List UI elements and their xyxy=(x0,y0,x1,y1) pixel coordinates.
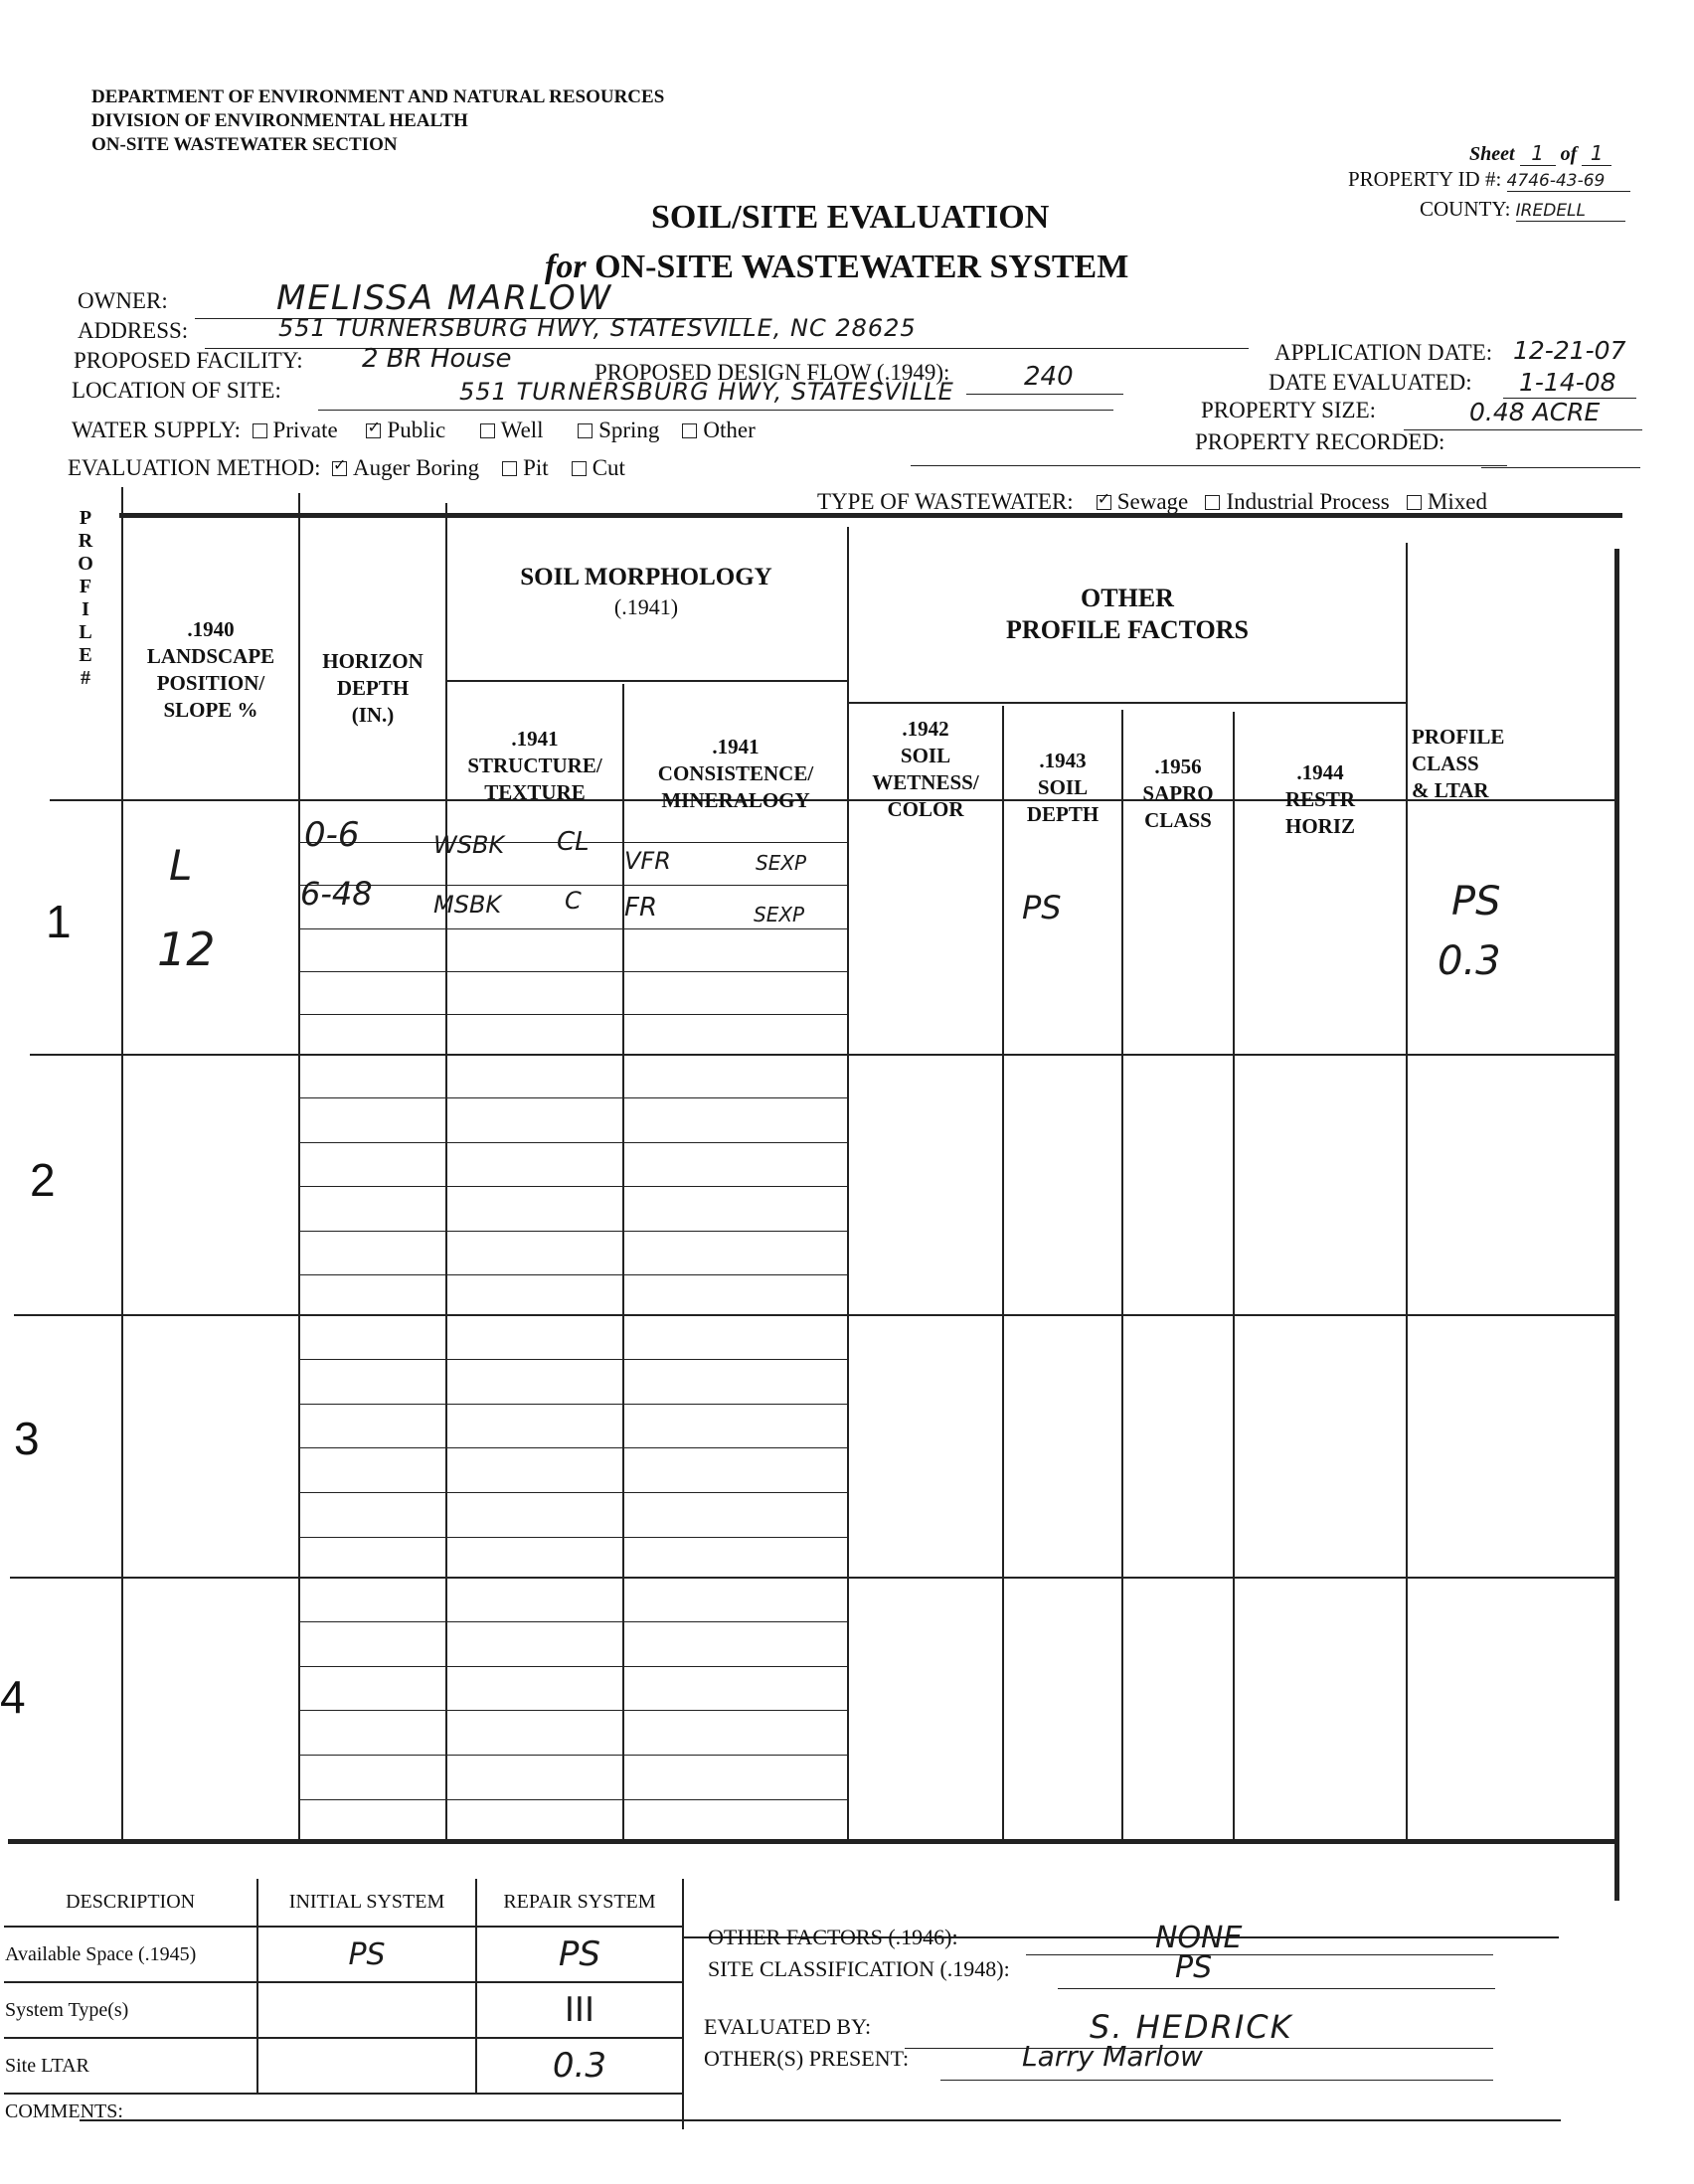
col-divider-horizon xyxy=(445,503,447,1839)
property-size-value: 0.48 ACRE xyxy=(1469,398,1601,426)
evaluated-by-label: EVALUATED BY: xyxy=(704,2014,872,2039)
horizon-row-line xyxy=(298,1014,847,1015)
sheet-indicator: Sheet 1 of 1 xyxy=(1469,141,1611,166)
wastewater-type: TYPE OF WASTEWATER: ✓ Sewage Industrial Process Mixed xyxy=(817,489,1487,515)
other-factors-line xyxy=(1026,1929,1493,1955)
form-subtitle: for ON-SITE WASTEWATER SYSTEM xyxy=(545,249,1129,285)
p1-class: PS xyxy=(1451,879,1501,924)
water-well-checkbox[interactable] xyxy=(480,423,495,438)
repair-system-header: REPAIR SYSTEM xyxy=(476,1879,683,1927)
owner-value: MELISSA MARLOW xyxy=(276,278,613,318)
site-class-label: SITE CLASSIFICATION (.1948): xyxy=(708,1956,1010,1981)
morph-subheader-line xyxy=(445,680,847,682)
horizon-row-line xyxy=(298,1492,847,1493)
county: COUNTY: IREDELL xyxy=(1420,197,1625,222)
p1-ltar: 0.3 xyxy=(1438,938,1501,984)
design-flow-label: PROPOSED DESIGN FLOW (.1949): xyxy=(594,360,950,385)
horizon-col-header: HORIZON DEPTH (IN.) xyxy=(322,649,424,727)
table-bottom-border xyxy=(8,1839,1618,1844)
horizon-row-line xyxy=(298,1186,847,1187)
others-present-value: Larry Marlow xyxy=(1022,2040,1203,2073)
comments-line xyxy=(80,2119,1561,2121)
other-profile-factors-header: OTHER PROFILE FACTORS xyxy=(1006,584,1249,644)
horizon-row-line xyxy=(298,971,847,972)
app-date-label: APPLICATION DATE: xyxy=(1274,340,1493,365)
p1-row2-mineralogy: SEXP xyxy=(754,903,805,926)
landscape-col-header: .1940 LANDSCAPE POSITION/ SLOPE % xyxy=(146,617,275,722)
horizon-row-line xyxy=(298,1666,847,1667)
dept-line-2: DIVISION OF ENVIRONMENTAL HEALTH xyxy=(91,110,468,131)
evaluation-method: EVALUATION METHOD: ✓ Auger Boring Pit Cut xyxy=(68,455,625,481)
auger-boring-checkbox[interactable] xyxy=(332,461,347,476)
p1-slope: 12 xyxy=(157,923,216,976)
profile-separator-3 xyxy=(10,1577,1614,1579)
horizon-row-line xyxy=(298,1799,847,1800)
site-class-line xyxy=(1058,1962,1495,1989)
profile-separator-1 xyxy=(30,1054,1614,1056)
col-divider-sapro xyxy=(1233,712,1235,1839)
table-right-border xyxy=(1614,549,1619,1901)
site-class-value: PS xyxy=(1175,1950,1213,1985)
wetness-col-header: .1942 SOIL WETNESS/ COLOR xyxy=(872,717,979,821)
available-space-label: Available Space (.1945) xyxy=(4,1927,257,1982)
structure-col-header: .1941 STRUCTURE/ TEXTURE xyxy=(467,727,602,804)
restr-col-header: .1944 RESTR HORIZ xyxy=(1284,760,1356,838)
property-recorded-label: PROPERTY RECORDED: xyxy=(1195,429,1445,454)
location-value: 551 TURNERSBURG HWY, STATESVILLE xyxy=(459,378,954,406)
horizon-row-line xyxy=(298,928,847,929)
profile-number-1: 1 xyxy=(46,896,72,947)
water-private-checkbox[interactable] xyxy=(253,423,267,438)
site-ltar-label: Site LTAR xyxy=(4,2038,257,2094)
pit-checkbox[interactable] xyxy=(502,461,517,476)
col-divider-restr xyxy=(1406,543,1408,1839)
owner-label: OWNER: xyxy=(78,288,168,313)
dept-line-3: ON-SITE WASTEWATER SECTION xyxy=(91,134,398,155)
system-type-initial xyxy=(257,1982,476,2038)
property-recorded-line xyxy=(1481,441,1640,468)
profile-number-3: 3 xyxy=(14,1413,40,1464)
horizon-row-line xyxy=(298,1274,847,1275)
p1-row2-consistence: FR xyxy=(624,893,658,923)
system-summary-table xyxy=(4,1879,684,2129)
system-type-repair: III xyxy=(476,1982,683,2038)
p1-row2-texture: C xyxy=(565,887,582,915)
p1-row1-mineralogy: SEXP xyxy=(756,851,807,875)
address-value: 551 TURNERSBURG HWY, STATESVILLE, NC 28625 xyxy=(278,314,917,342)
dept-line-1: DEPARTMENT OF ENVIRONMENT AND NATURAL RESOURCES xyxy=(91,86,665,107)
soil-morphology-header: SOIL MORPHOLOGY (.1941) xyxy=(520,564,772,619)
horizon-row-line xyxy=(298,1404,847,1405)
location-label: LOCATION OF SITE: xyxy=(72,378,281,403)
property-id: PROPERTY ID #: 4746-43-69 xyxy=(1348,167,1630,192)
profile-number-2: 2 xyxy=(30,1154,56,1206)
horizon-row-line xyxy=(298,1231,847,1232)
industrial-checkbox[interactable] xyxy=(1205,495,1220,510)
other-subheader-line xyxy=(847,702,1406,704)
evaluated-by-value: S. HEDRICK xyxy=(1090,2008,1293,2046)
horizon-row-line xyxy=(298,1710,847,1711)
p1-row1-texture: CL xyxy=(557,827,590,857)
p1-row2-structure: MSBK xyxy=(433,891,502,919)
profile-separator-2 xyxy=(14,1314,1614,1316)
horizon-row-line xyxy=(298,1097,847,1098)
water-supply: WATER SUPPLY: Private ✓ Public Well Spring Other xyxy=(72,418,756,443)
horizon-row-line xyxy=(298,1447,847,1448)
property-size-label: PROPERTY SIZE: xyxy=(1201,398,1377,422)
p1-row2-depth: 6-48 xyxy=(300,875,373,913)
profile-class-col-header: PROFILE CLASS & LTAR xyxy=(1412,725,1505,802)
address-label: ADDRESS: xyxy=(78,318,189,343)
description-header: DESCRIPTION xyxy=(4,1879,257,1927)
date-evaluated-label: DATE EVALUATED: xyxy=(1269,370,1472,395)
app-date-value: 12-21-07 xyxy=(1513,336,1626,365)
horizon-row-line xyxy=(298,1537,847,1538)
water-other-checkbox[interactable] xyxy=(682,423,697,438)
facility-label: PROPOSED FACILITY: xyxy=(74,348,303,373)
p1-landscape: L xyxy=(169,841,193,890)
horizon-row-line xyxy=(298,1359,847,1360)
p1-row1-depth: 0-6 xyxy=(304,815,360,855)
date-evaluated-value: 1-14-08 xyxy=(1519,368,1616,397)
horizon-row-line xyxy=(298,1142,847,1143)
available-space-repair: PS xyxy=(476,1927,683,1982)
comments-label: COMMENTS: xyxy=(4,2094,683,2129)
consistence-col-header: .1941 CONSISTENCE/ MINERALOGY xyxy=(657,735,814,812)
other-factors-value: NONE xyxy=(1155,1921,1243,1955)
table-top-border xyxy=(119,513,1622,518)
sewage-checkbox[interactable] xyxy=(1097,495,1111,510)
other-factors-label: OTHER FACTORS (.1946): xyxy=(708,1925,958,1949)
form-title: SOIL/SITE EVALUATION xyxy=(651,199,1050,236)
cut-checkbox[interactable] xyxy=(572,461,587,476)
soil-depth-col-header: .1943 SOIL DEPTH xyxy=(1026,749,1100,826)
water-public-checkbox[interactable] xyxy=(366,423,381,438)
water-spring-checkbox[interactable] xyxy=(578,423,593,438)
profile-number-4: 4 xyxy=(0,1671,26,1723)
col-divider-depth xyxy=(1121,710,1123,1839)
p1-row1-consistence: VFR xyxy=(624,847,671,875)
available-space-initial: PS xyxy=(257,1927,476,1982)
horizon-row-line xyxy=(298,1755,847,1756)
site-ltar-repair: 0.3 xyxy=(476,2038,683,2094)
profile-col-header: P R O F I L E # xyxy=(78,507,93,689)
p1-row1-structure: WSBK xyxy=(433,831,505,859)
horizon-row-line xyxy=(298,1621,847,1622)
others-present-label: OTHER(S) PRESENT: xyxy=(704,2046,910,2071)
sapro-col-header: .1956 SAPRO CLASS xyxy=(1142,755,1214,832)
p1-soil-depth: PS xyxy=(1022,889,1062,926)
facility-value: 2 BR House xyxy=(362,344,512,374)
system-type-label: System Type(s) xyxy=(4,1982,257,2038)
mixed-checkbox[interactable] xyxy=(1407,495,1422,510)
design-flow-value: 240 xyxy=(1024,362,1074,392)
initial-system-header: INITIAL SYSTEM xyxy=(257,1879,476,1927)
site-ltar-initial xyxy=(257,2038,476,2094)
department-header xyxy=(91,85,664,157)
col-divider-wetness xyxy=(1002,706,1004,1839)
